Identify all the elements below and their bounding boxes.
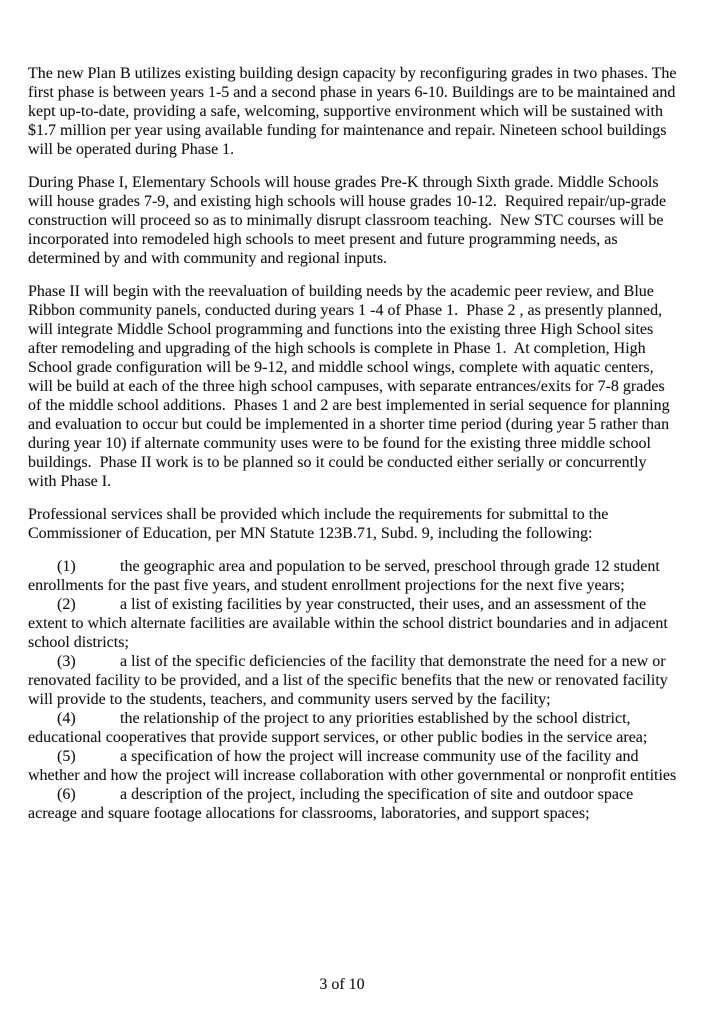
list-item-2-number: (2) <box>57 596 76 613</box>
list-item-5 <box>28 747 678 785</box>
list-item-3 <box>28 652 678 709</box>
list-item-6-text: a description of the project, including the specification of site and outdoor space acreage and square footage allocations for classrooms, laboratories, and support spaces; <box>28 786 638 822</box>
list-item-2-text: a list of existing facilities by year constructed, their uses, and an assessment of the extent to which alternate facilities are available within the school district boundaries and in adjacent school districts; <box>28 596 672 651</box>
list-item-3-number: (3) <box>57 653 76 670</box>
list-item-1 <box>28 557 678 595</box>
list-item-5-number: (5) <box>57 748 76 765</box>
list-item-5-text: a specification of how the project will increase community use of the facility and whether and how the project will increase collaboration with other governmental or nonprofit entities <box>28 748 677 784</box>
list-item-4-text: the relationship of the project to any priorities established by the school district, educational cooperatives that provide support services, or other public bodies in the service area; <box>28 710 648 746</box>
paragraph-phase-2: Phase II will begin with the reevaluation of building needs by the academic peer review, and Blue Ribbon community panels, conducted during years 1 -4 of Phase 1. Phase 2 , as presently planned, will integrate Middle School programming and functions into the existing three High School sites after remodeling and upgrading of the high schools is complete in Phase 1. At completion, High School grade configuration will be 9-12, and middle school wings, complete with aquatic centers, will be build at each of the three high school campuses, with separate entrances/exits for 7-8 grades of the middle school additions. Phases 1 and 2 are best implemented in serial sequence for planning and evaluation to occur but could be implemented in a shorter time period (during year 5 rather than during year 10) if alternate community uses were to be found for the existing three middle school buildings. Phase II work is to be planned so it could be conducted either serially or concurrently with Phase I. <box>28 283 674 490</box>
requirements-list <box>28 557 678 823</box>
list-item-6-number: (6) <box>57 786 76 803</box>
list-item-2 <box>28 595 678 652</box>
list-item-6 <box>28 785 678 823</box>
paragraph-phase-1: During Phase I, Elementary Schools will house grades Pre-K through Sixth grade. Middle Schools will house grades 7-9, and existing high schools will house grades 10-12. Required repair/up-grade construction will proceed so as to minimally disrupt classroom teaching. New STC courses will be incorporated into remodeled high schools to meet present and future programming needs, as determined by and with community and regional inputs. <box>28 174 671 267</box>
list-item-1-text: the geographic area and population to be served, preschool through grade 12 student enrollments for the past five years, and student enrollment projections for the next five years; <box>28 558 664 594</box>
page-number: 3 of 10 <box>319 976 365 993</box>
list-item-4 <box>28 709 678 747</box>
list-item-3-text: a list of the specific deficiencies of the facility that demonstrate the need for a new or renovated facility to be provided, and a list of the specific benefits that the new or renovated facility will provide to the students, teachers, and community users served by the facility; <box>28 653 672 708</box>
paragraph-professional-services: Professional services shall be provided which include the requirements for submittal to the Commissioner of Education, per MN Statute 123B.71, Subd. 9, including the following: <box>28 506 613 542</box>
list-item-1-number: (1) <box>57 558 76 575</box>
document-body <box>28 64 681 823</box>
list-item-4-number: (4) <box>57 710 76 727</box>
paragraph-plan-b-overview: The new Plan B utilizes existing building design capacity by reconfiguring grades in two phases. The first phase is between years 1-5 and a second phase in years 6-10. Buildings are to be maintained and kept up-to-date, providing a safe, welcoming, supportive environment which will be sustained with $1.7 million per year using available funding for maintenance and repair. Nineteen school buildings will be operated during Phase 1. <box>28 65 681 158</box>
